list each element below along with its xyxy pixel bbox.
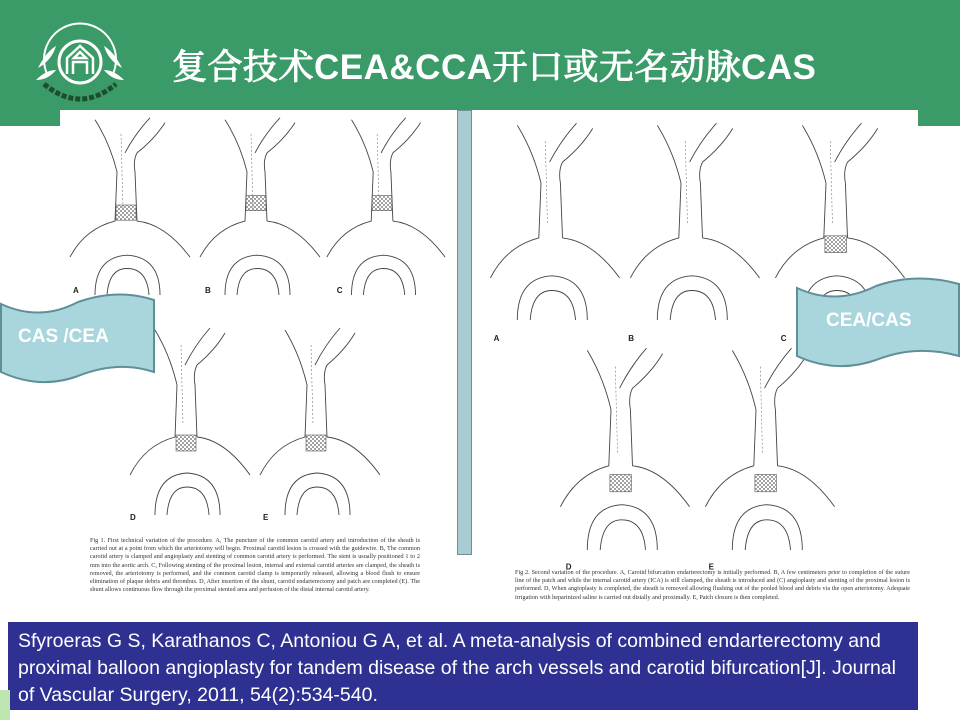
- guidewire: [181, 345, 183, 425]
- panel-e: [260, 328, 380, 522]
- aortic-arch: [95, 255, 160, 295]
- cea-cas-banner: [796, 276, 960, 370]
- panel-a: [70, 118, 190, 295]
- aortic-arch: [587, 505, 657, 550]
- artery-outline: [630, 123, 759, 278]
- reference-citation: Sfyroeras G S, Karathanos C, Antoniou G A, et al. A meta-analysis of combined endarterectomy and proximal balloon angioplasty for tandem disease of the arch vessels and carotid bifurcation[J]. Journal of Vascular Surgery, 2011, 54(2):534-540.: [8, 622, 918, 710]
- aortic-arch: [657, 276, 727, 320]
- panel-label: D: [565, 562, 572, 572]
- artery-outline: [70, 118, 190, 257]
- artery-outline: [260, 328, 380, 475]
- stent-mesh: [306, 435, 326, 451]
- panel-label: A: [73, 286, 79, 296]
- header-accent-left: [0, 110, 60, 126]
- stent-mesh: [116, 205, 136, 220]
- panel-label: A: [493, 334, 500, 344]
- guidewire: [760, 367, 762, 453]
- panel-e: [705, 348, 834, 571]
- guidewire: [545, 141, 547, 225]
- panel-label: D: [130, 513, 136, 522]
- artery-outline: [200, 118, 320, 257]
- artery-outline: [490, 123, 619, 278]
- panel-label: E: [708, 562, 714, 572]
- guidewire: [685, 141, 687, 225]
- guidewire: [615, 367, 617, 453]
- panel-label: B: [628, 334, 634, 344]
- cas-cea-banner: [0, 292, 158, 384]
- slide-title: 复合技术CEA&CCA开口或无名动脉CAS: [172, 48, 817, 87]
- panel-label: C: [336, 286, 343, 296]
- panel-d: [560, 348, 689, 571]
- panel-a: [490, 123, 619, 343]
- panel-label: E: [263, 513, 269, 522]
- guidewire: [121, 134, 123, 210]
- figure-2-caption: Fig 2. Second variation of the procedure. A, Carotid bifurcation endarterectomy is initially performed. B, A few centimeters prior to completion of the suture line of the patch and while the internal carotid artery (ICA) is still clamped, the sheath is introduced and (C) angioplasty and stenting of the proximal lesion is performed. D, When angioplasty is completed, the sheath is removed allowing flushing out of the pooled blood and debris via the open arteriotomy. Adequate irrigation with heparinized saline is carried out distally and proximally. E, Patch closure is then completed.: [515, 569, 910, 601]
- cas-cea-banner-label: CAS /CEA: [18, 326, 109, 347]
- panel-label: C: [780, 334, 787, 344]
- guidewire: [830, 141, 832, 225]
- panel-label: B: [205, 286, 211, 296]
- stent-mesh: [246, 196, 266, 211]
- aortic-arch: [225, 255, 290, 295]
- stent-mesh: [755, 475, 777, 492]
- figure-1-caption: Fig 1. First technical variation of the procedure. A, The puncture of the common carotid artery and introduction of the sheath is carried out at a point from which the arteriotomy will begin. Proximal carotid lesion is crossed with the guidewire. B, The common carotid artery is clamped and angioplasty and stenting of common carotid artery is performed. The stent is usually positioned 1 to 2 mm into the aortic arch. C, Following stenting of the proximal lesion, internal and external carotid arteries are clamped, the sheath is removed, the arteriotomy is performed, and the common carotid clamp is temporarily released, allowing a blood flush to ensure elimination of plaque debris and thrombus. D, After insertion of the shunt, carotid endarterectomy and patch are completed (E). The shunt allows continuous flow through the proximal stented area and perfusion of the distal internal carotid artery.: [90, 537, 420, 594]
- artery-outline: [775, 123, 904, 278]
- guidewire: [311, 345, 313, 425]
- panel-b: [200, 118, 320, 295]
- aortic-arch: [517, 276, 587, 320]
- cea-cas-banner-label: CEA/CAS: [826, 310, 912, 331]
- aortic-arch: [155, 473, 220, 515]
- aortic-arch: [352, 255, 416, 295]
- stent-mesh: [825, 236, 847, 253]
- header-accent-right: [918, 110, 960, 126]
- stent-mesh: [176, 435, 196, 451]
- panel-c: [327, 118, 445, 295]
- vertical-divider: [457, 110, 472, 555]
- stent-mesh: [372, 196, 392, 211]
- aortic-arch: [732, 505, 802, 550]
- stent-mesh: [610, 475, 632, 492]
- artery-outline: [327, 118, 445, 257]
- panel-b: [628, 123, 759, 343]
- hospital-logo: [30, 18, 130, 108]
- bottom-accent: [0, 690, 10, 720]
- aortic-arch: [285, 473, 350, 515]
